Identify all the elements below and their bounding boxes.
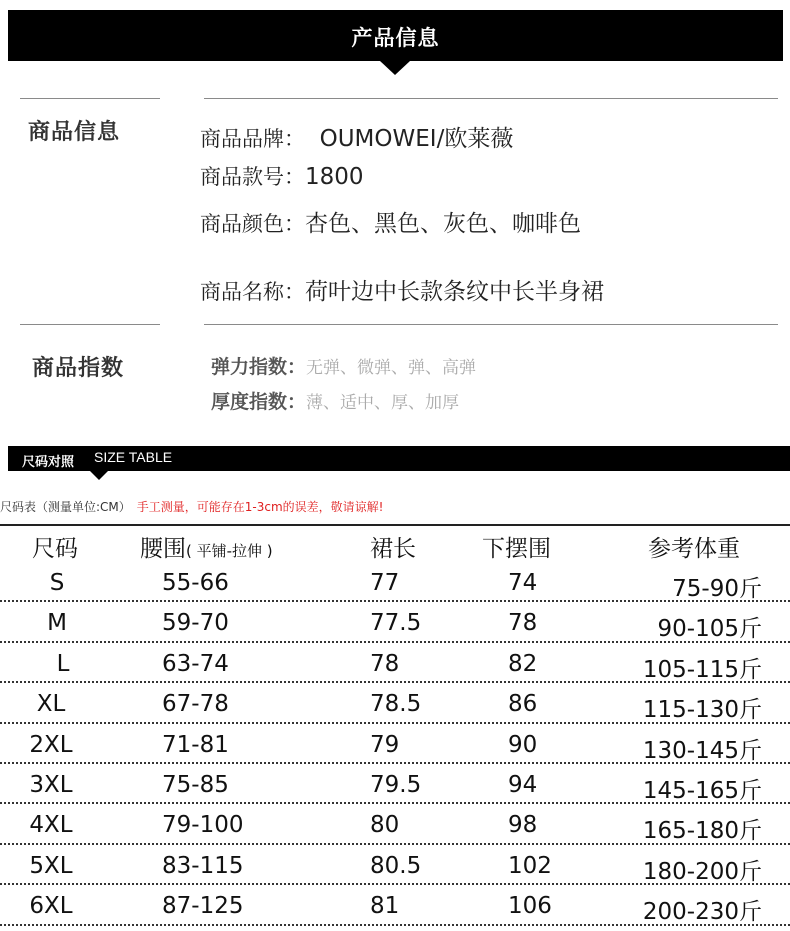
weight-cell: 200-230斤: [642, 899, 762, 926]
index-label: 弹力指数：: [211, 356, 307, 378]
waist-cell: 75-85: [162, 771, 229, 798]
hem-cell: 94: [508, 771, 538, 798]
header-weight: 参考体重: [648, 536, 740, 562]
length-cell: 79: [370, 731, 400, 758]
header-waist-label: 腰围: [140, 536, 186, 562]
weight-cell: 145-165斤: [642, 777, 762, 804]
info-value: OUMOWEI/欧莱薇: [305, 126, 514, 152]
table-row: [0, 885, 790, 925]
hem-cell: 90: [508, 731, 538, 758]
hem-cell: 102: [508, 852, 552, 879]
waist-cell: 67-78: [162, 691, 229, 718]
size-cell: 3XL: [29, 771, 73, 798]
unit-note: 尺码表（测量单位:CM）: [0, 500, 131, 514]
size-cell: 4XL: [29, 812, 73, 839]
info-value: 1800: [305, 164, 364, 190]
hem-cell: 82: [508, 650, 538, 677]
length-cell: 81: [370, 893, 400, 920]
divider: [20, 98, 160, 99]
length-cell: 80.5: [370, 852, 422, 879]
table-row: [0, 562, 790, 602]
length-cell: 79.5: [370, 771, 422, 798]
header-length: 裙长: [370, 536, 416, 562]
waist-cell: 71-81: [162, 731, 229, 758]
header-hem: 下摆围: [482, 536, 551, 562]
size-cell: M: [47, 610, 67, 637]
product-info-banner: [8, 10, 783, 61]
info-name-row: [200, 273, 604, 306]
size-table-bar: [8, 446, 790, 471]
info-value: 杏色、黑色、灰色、咖啡色: [305, 211, 581, 237]
index-value: 无弹、微弹、弹、高弹: [306, 358, 477, 378]
header-waist: [140, 530, 273, 563]
size-title-en: SIZE TABLE: [94, 449, 173, 465]
waist-cell: 55-66: [162, 570, 229, 596]
banner-pointer: [380, 61, 410, 75]
divider: [204, 324, 778, 325]
weight-cell: 105-115斤: [642, 656, 762, 683]
weight-cell: 75-90斤: [672, 576, 762, 602]
hem-cell: 74: [508, 570, 538, 596]
table-row: [0, 804, 790, 844]
elasticity-row: [211, 352, 476, 379]
size-cell: L: [56, 650, 70, 677]
size-cell: S: [49, 570, 65, 596]
divider: [20, 324, 160, 325]
info-label: 商品款号：: [200, 165, 305, 189]
table-row: [0, 724, 790, 764]
length-cell: 77.5: [370, 610, 422, 637]
info-label: 商品颜色：: [200, 212, 305, 236]
table-row: [0, 602, 790, 642]
hem-cell: 98: [508, 812, 538, 839]
table-row: [0, 764, 790, 804]
measurement-note: [0, 498, 383, 515]
thickness-row: [211, 387, 459, 414]
table-row: [0, 683, 790, 723]
weight-cell: 130-145斤: [642, 737, 762, 764]
size-cell: 6XL: [29, 893, 73, 920]
section-heading-info: 商品信息: [28, 120, 121, 145]
table-body: [0, 562, 790, 926]
table-row: [0, 643, 790, 683]
waist-cell: 83-115: [162, 852, 244, 879]
size-bar-pointer: [90, 471, 108, 480]
index-label: 厚度指数：: [211, 391, 307, 413]
weight-cell: 165-180斤: [642, 818, 762, 845]
length-cell: 78.5: [370, 691, 422, 718]
size-cell: XL: [36, 691, 66, 718]
hem-cell: 86: [508, 691, 538, 718]
info-label: 商品品牌：: [200, 127, 305, 151]
weight-cell: 90-105斤: [657, 616, 762, 643]
length-cell: 80: [370, 812, 400, 839]
waist-cell: 87-125: [162, 893, 244, 920]
length-cell: 78: [370, 650, 400, 677]
table-header-row: [0, 524, 790, 562]
size-table: [0, 524, 790, 926]
info-label: 商品名称：: [200, 280, 305, 304]
size-title-cn: 尺码对照: [22, 455, 75, 470]
header-waist-note: ( 平铺-拉伸 ): [186, 542, 273, 560]
size-cell: 2XL: [29, 731, 73, 758]
info-style-row: [200, 161, 364, 191]
section-heading-index: 商品指数: [32, 356, 125, 381]
info-brand-row: [200, 120, 513, 153]
info-value: 荷叶边中长款条纹中长半身裙: [305, 279, 604, 305]
error-warning: 手工测量，可能存在1-3cm的误差，敬请谅解!: [136, 500, 384, 514]
waist-cell: 59-70: [162, 610, 229, 637]
weight-cell: 115-130斤: [642, 697, 762, 724]
length-cell: 77: [370, 570, 400, 596]
divider: [204, 98, 778, 99]
index-value: 薄、适中、厚、加厚: [306, 393, 460, 413]
waist-cell: 79-100: [162, 812, 244, 839]
info-color-row: [200, 205, 581, 238]
hem-cell: 78: [508, 610, 538, 637]
hem-cell: 106: [508, 893, 552, 920]
size-cell: 5XL: [29, 852, 73, 879]
banner-title: 产品信息: [351, 26, 440, 50]
header-size: 尺码: [32, 536, 78, 562]
weight-cell: 180-200斤: [642, 858, 762, 885]
table-row: [0, 845, 790, 885]
waist-cell: 63-74: [162, 650, 229, 677]
